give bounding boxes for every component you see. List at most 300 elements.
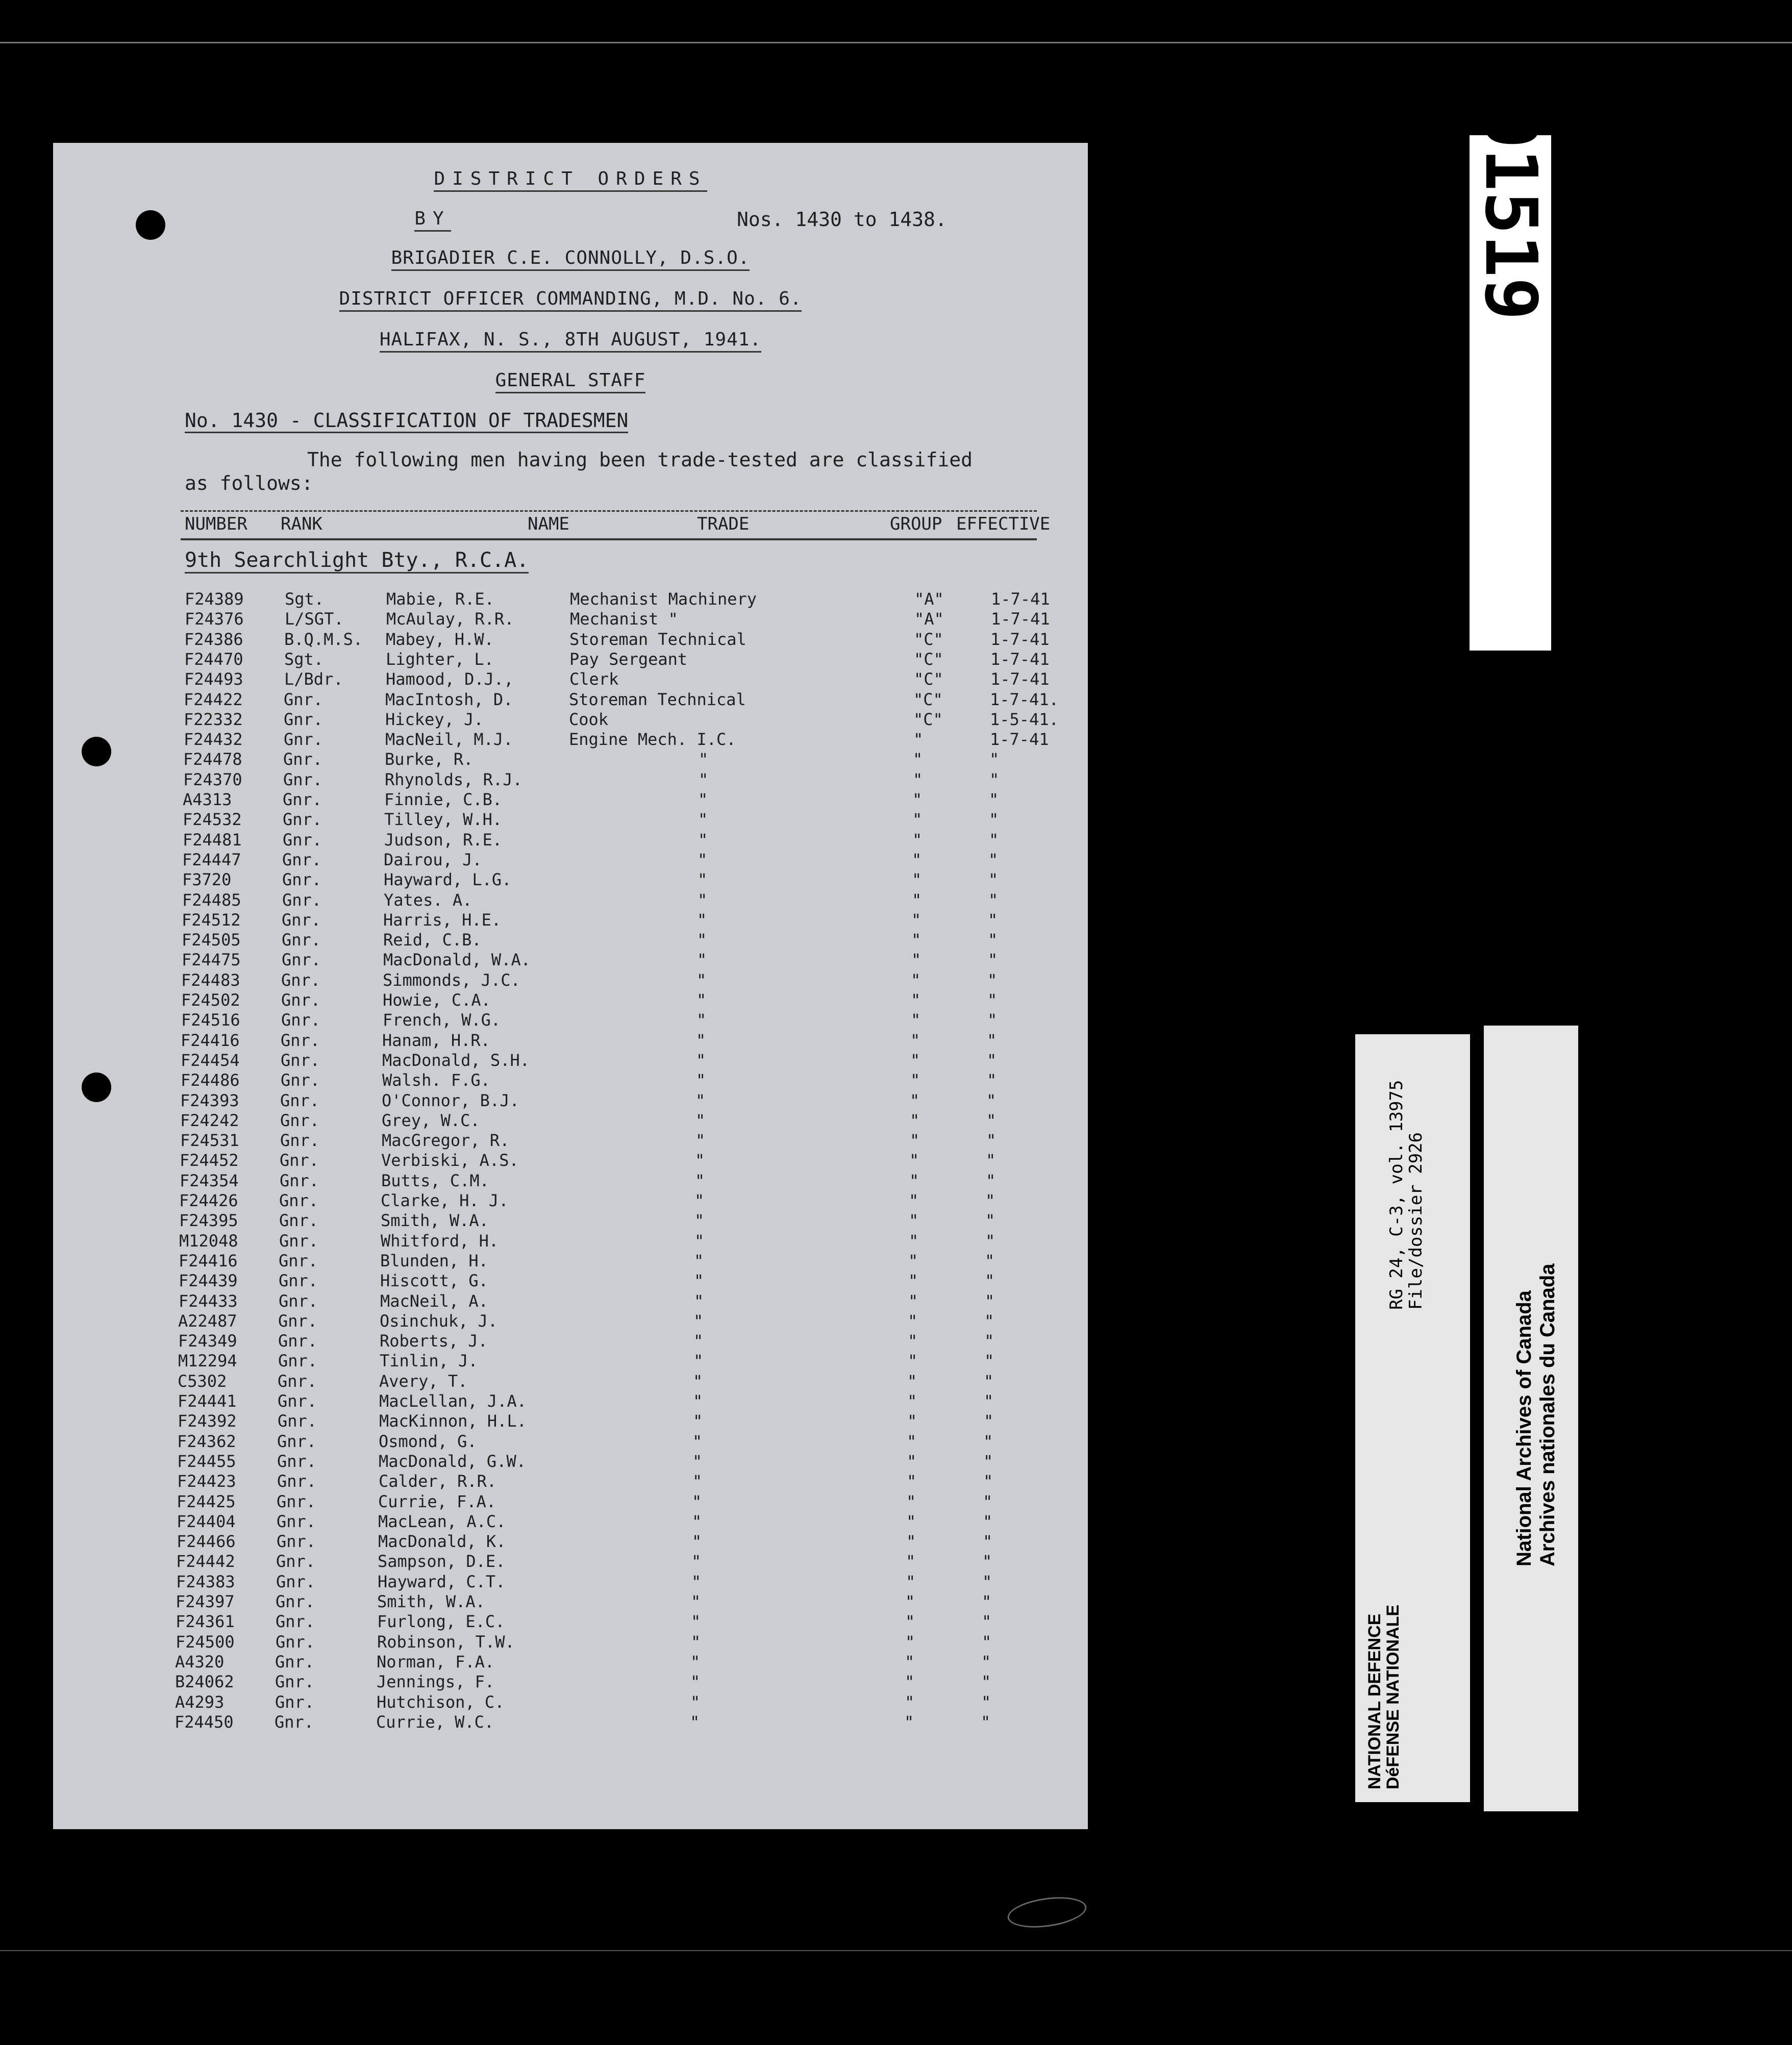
row-number: F24532 — [183, 810, 242, 830]
row-name: Robinson, T.W. — [377, 1632, 515, 1652]
table-row — [181, 1051, 1058, 1070]
row-number: F24450 — [175, 1712, 234, 1732]
row-effective: " — [988, 890, 999, 910]
row-name: Norman, F.A. — [377, 1652, 495, 1672]
row-group: " — [909, 1170, 919, 1190]
row-effective: " — [989, 810, 999, 830]
row-name: Osinchuk, J. — [380, 1311, 498, 1331]
row-group: " — [906, 1572, 916, 1591]
row-effective: " — [983, 1532, 993, 1552]
row-number: F24500 — [176, 1632, 235, 1652]
row-rank: Gnr. — [282, 950, 321, 970]
row-effective: " — [987, 1030, 997, 1050]
row-number: F24361 — [176, 1612, 235, 1632]
row-trade: " — [691, 1632, 701, 1652]
row-rank: Gnr. — [278, 1371, 317, 1391]
row-number: F24383 — [176, 1572, 235, 1591]
row-group: " — [909, 1151, 919, 1170]
row-effective: " — [987, 1010, 998, 1030]
row-group: " — [910, 1110, 920, 1130]
row-effective: " — [981, 1652, 991, 1672]
row-group: " — [910, 1090, 920, 1110]
row-trade: " — [698, 810, 708, 830]
row-rank: Gnr. — [282, 850, 322, 869]
row-trade: " — [691, 1552, 702, 1572]
table-row — [178, 1411, 1055, 1431]
national-defence-label — [1355, 1034, 1470, 1802]
row-effective: " — [983, 1451, 993, 1471]
table-row — [184, 650, 1062, 669]
row-number: M12294 — [178, 1351, 237, 1371]
row-rank: Gnr. — [281, 1030, 320, 1050]
column-header-rank: RANK — [281, 514, 322, 534]
row-group: " — [912, 790, 923, 809]
row-effective: " — [984, 1351, 994, 1371]
row-group: " — [913, 750, 923, 769]
table-row — [178, 1311, 1056, 1331]
row-effective: " — [986, 1090, 997, 1110]
row-name: Smith, W.A. — [381, 1211, 489, 1231]
row-trade: Mechanist Machinery — [570, 589, 757, 609]
unit-heading: 9th Searchlight Bty., R.C.A. — [185, 548, 529, 573]
row-rank: Gnr. — [275, 1652, 315, 1672]
row-number: F24433 — [179, 1291, 238, 1311]
row-effective: " — [982, 1632, 992, 1652]
row-group: " — [906, 1511, 916, 1531]
row-rank: L/Bdr. — [284, 669, 343, 689]
row-trade: " — [690, 1692, 701, 1712]
row-name: Hiscott, G. — [380, 1271, 488, 1291]
row-trade: " — [695, 1110, 706, 1130]
row-trade: " — [690, 1652, 701, 1672]
row-trade: " — [690, 1672, 701, 1692]
row-name: Sampson, D.E. — [378, 1552, 506, 1572]
row-name: Mabey, H.W. — [386, 629, 494, 649]
commanding-officer: BRIGADIER C.E. CONNOLLY, D.S.O. — [53, 247, 1088, 268]
row-trade: " — [691, 1612, 701, 1632]
row-name: Howie, C.A. — [383, 990, 491, 1010]
row-group: " — [908, 1351, 918, 1371]
table-row — [180, 1111, 1058, 1131]
row-group: "C" — [913, 689, 943, 709]
row-name: Mabie, R.E. — [386, 589, 494, 609]
row-group: "C" — [914, 649, 943, 669]
label-defence-line-1: NATIONAL DEFENCE — [1365, 1613, 1384, 1789]
row-rank: Gnr. — [277, 1491, 316, 1511]
label-defence-line-3: RG 24, C-3, vol. 13975 — [1386, 1080, 1407, 1310]
national-archives-label — [1484, 1026, 1578, 1811]
row-number: F24425 — [177, 1491, 236, 1511]
row-trade: " — [690, 1712, 700, 1732]
row-effective: " — [982, 1592, 992, 1611]
row-effective: " — [988, 930, 998, 950]
table-row — [182, 850, 1060, 870]
row-group: " — [910, 1131, 920, 1151]
row-trade: " — [694, 1231, 705, 1251]
row-group: "A" — [914, 589, 944, 609]
row-number: F24470 — [184, 649, 243, 669]
row-effective: " — [989, 790, 999, 809]
row-group: " — [908, 1271, 918, 1291]
row-trade: " — [691, 1592, 701, 1611]
table-row — [183, 790, 1060, 810]
row-trade: " — [696, 1030, 706, 1050]
row-group: " — [912, 890, 922, 910]
table-row — [176, 1592, 1053, 1612]
row-name: Whitford, H. — [381, 1231, 499, 1251]
row-group: " — [913, 769, 923, 789]
row-trade: " — [698, 850, 708, 869]
table-row — [184, 630, 1062, 650]
row-effective: " — [989, 769, 1000, 789]
place-date: HALIFAX, N. S., 8TH AUGUST, 1941. — [53, 329, 1088, 350]
row-name: Verbiski, A.S. — [381, 1151, 519, 1170]
row-rank: Gnr. — [283, 769, 323, 789]
row-number: F24485 — [182, 890, 241, 910]
row-trade: " — [695, 1151, 705, 1170]
row-name: Hamood, D.J., — [386, 669, 514, 689]
row-name: Calder, R.R. — [379, 1472, 497, 1491]
row-rank: Gnr. — [280, 1090, 320, 1110]
row-rank: Gnr. — [279, 1231, 319, 1251]
row-number: F24447 — [182, 850, 241, 869]
row-group: " — [909, 1231, 919, 1251]
table-row — [180, 1171, 1057, 1191]
row-rank: Sgt. — [285, 589, 325, 609]
row-effective: " — [983, 1431, 993, 1451]
row-trade: " — [693, 1371, 703, 1391]
row-rank: Gnr. — [275, 1712, 314, 1732]
column-header-number: NUMBER — [185, 514, 247, 534]
row-group: "C" — [914, 629, 943, 649]
row-effective: 1-5-41. — [990, 709, 1059, 729]
table-row — [182, 870, 1060, 890]
row-group: " — [912, 870, 922, 890]
row-name: MacDonald, W.A. — [383, 950, 531, 970]
row-number: F24454 — [181, 1050, 240, 1070]
row-trade: " — [695, 1131, 706, 1151]
row-name: MacIntosh, D. — [385, 689, 513, 709]
row-number: F24512 — [182, 910, 241, 930]
row-effective: " — [989, 830, 999, 850]
row-trade: " — [696, 1070, 706, 1090]
row-trade: Cook — [569, 709, 609, 729]
row-number: F24439 — [179, 1271, 238, 1291]
row-effective: 1-7-41 — [991, 609, 1050, 629]
row-rank: Gnr. — [279, 1211, 319, 1231]
row-effective: " — [988, 950, 998, 970]
column-header-name: NAME — [528, 514, 569, 534]
row-group: " — [911, 970, 921, 990]
row-trade: " — [698, 790, 708, 809]
row-number: F24422 — [184, 689, 243, 709]
row-number: F24442 — [176, 1552, 235, 1572]
row-group: " — [906, 1491, 916, 1511]
table-row — [180, 1151, 1057, 1170]
row-group: " — [911, 1010, 921, 1030]
row-group: " — [906, 1532, 916, 1552]
row-trade: " — [696, 1010, 707, 1030]
table-row — [183, 810, 1060, 830]
row-number: F24486 — [181, 1070, 240, 1090]
table-row — [181, 1010, 1059, 1030]
table-row — [179, 1191, 1057, 1211]
row-number: F24389 — [185, 589, 244, 609]
row-rank: Gnr. — [284, 689, 323, 709]
row-name: Hutchison, C. — [377, 1692, 505, 1712]
row-name: MacNeil, A. — [380, 1291, 488, 1311]
row-group: " — [911, 950, 922, 970]
row-trade: " — [696, 990, 707, 1010]
row-rank: Gnr. — [278, 1351, 318, 1371]
table-row — [181, 1031, 1058, 1051]
row-group: " — [912, 830, 923, 850]
table-row — [177, 1432, 1055, 1452]
row-number: M12048 — [179, 1231, 238, 1251]
row-effective: 1-7-41 — [990, 629, 1050, 649]
table-row — [176, 1612, 1053, 1632]
row-name: Tilley, W.H. — [384, 810, 503, 830]
row-trade: " — [692, 1511, 702, 1531]
row-trade: " — [697, 910, 707, 930]
row-rank: Gnr. — [277, 1511, 316, 1531]
table-row — [178, 1391, 1055, 1411]
table-row — [183, 750, 1061, 769]
row-rank: Gnr. — [276, 1632, 315, 1652]
intro-paragraph — [185, 448, 1052, 495]
row-name: Clarke, H. J. — [381, 1191, 509, 1210]
document-by: BY — [0, 208, 950, 229]
row-trade: " — [691, 1572, 702, 1591]
row-trade: Engine Mech. I.C. — [569, 730, 736, 750]
row-name: McAulay, R.R. — [386, 609, 514, 629]
row-name: Lighter, L. — [386, 649, 494, 669]
punch-hole-middle — [82, 737, 111, 766]
document-title: DISTRICT ORDERS — [53, 168, 1088, 189]
row-rank: Gnr. — [276, 1592, 315, 1611]
row-group: "C" — [914, 669, 943, 689]
row-effective: " — [988, 850, 999, 869]
ink-stamp — [1006, 1892, 1088, 1932]
row-trade: " — [697, 930, 707, 950]
row-effective: " — [981, 1672, 991, 1692]
row-group: "A" — [914, 609, 944, 629]
row-trade: " — [692, 1532, 702, 1552]
label-defence-line-4: File/dossier 2926 — [1406, 1132, 1426, 1310]
row-number: F24395 — [179, 1211, 238, 1231]
row-trade: " — [694, 1191, 705, 1210]
row-effective: " — [985, 1291, 995, 1311]
row-name: MacDonald, S.H. — [382, 1050, 530, 1070]
row-group: " — [906, 1552, 916, 1572]
row-rank: Gnr. — [278, 1411, 317, 1431]
row-group: " — [911, 910, 922, 930]
row-number: F24481 — [183, 830, 242, 850]
row-group: " — [912, 850, 922, 869]
row-effective: " — [985, 1271, 995, 1291]
table-row — [179, 1271, 1056, 1291]
table-row — [176, 1632, 1053, 1652]
table-row — [183, 770, 1061, 790]
table-row — [180, 1091, 1058, 1111]
row-rank: Gnr. — [283, 830, 322, 850]
row-name: Osmond, G. — [379, 1431, 477, 1451]
row-rank: Gnr. — [276, 1552, 316, 1572]
section-heading: GENERAL STAFF — [53, 370, 1088, 391]
row-number: F24386 — [184, 629, 243, 649]
row-trade: " — [692, 1451, 703, 1471]
row-number: F24493 — [184, 669, 243, 689]
row-effective: " — [987, 990, 998, 1010]
row-group: " — [908, 1291, 918, 1311]
row-group: " — [904, 1712, 914, 1732]
column-header-trade: TRADE — [697, 514, 750, 534]
row-rank: Gnr. — [278, 1391, 317, 1411]
row-effective: " — [984, 1411, 994, 1431]
row-trade: " — [692, 1472, 703, 1491]
table-row — [180, 1131, 1058, 1151]
label-archives-line-2: Archives nationales du Canada — [1536, 1263, 1559, 1566]
row-name: MacKinnon, H.L. — [379, 1411, 527, 1431]
row-effective: " — [985, 1251, 995, 1270]
row-effective: " — [988, 910, 998, 930]
row-number: F24392 — [178, 1411, 237, 1431]
row-rank: Gnr. — [279, 1291, 318, 1311]
row-rank: Gnr. — [276, 1612, 315, 1632]
row-name: Tinlin, J. — [380, 1351, 478, 1371]
row-group: " — [907, 1431, 917, 1451]
row-effective: " — [981, 1692, 991, 1712]
column-header-effective: EFFECTIVE — [956, 514, 1051, 534]
row-rank: Gnr. — [282, 890, 322, 910]
row-name: Hickey, J. — [385, 709, 484, 729]
row-rank: Gnr. — [279, 1191, 319, 1210]
row-name: Walsh. F.G. — [382, 1070, 490, 1090]
label-defence-line-2: DéFENSE NATIONALE — [1383, 1604, 1403, 1789]
row-name: French, W.G. — [383, 1010, 501, 1030]
row-rank: Gnr. — [278, 1331, 318, 1351]
row-effective: " — [986, 1110, 997, 1130]
row-effective: " — [986, 1131, 997, 1151]
table-row — [175, 1672, 1053, 1692]
film-top-rule — [0, 42, 1792, 43]
row-number: F22332 — [184, 709, 243, 729]
row-number: F24349 — [178, 1331, 237, 1351]
table-row — [184, 710, 1061, 730]
table-row — [175, 1692, 1053, 1712]
row-trade: " — [698, 870, 708, 890]
row-number: F24416 — [181, 1030, 240, 1050]
row-trade: " — [698, 890, 708, 910]
row-rank: Gnr. — [281, 1010, 321, 1030]
row-effective: 1-7-41 — [990, 730, 1049, 750]
row-effective: 1-7-41 — [990, 669, 1050, 689]
row-number: F24441 — [178, 1391, 237, 1411]
row-number: F24432 — [184, 730, 243, 750]
table-row — [182, 910, 1059, 930]
row-name: Butts, C.M. — [381, 1170, 489, 1190]
row-trade: Storeman Technical — [569, 629, 746, 649]
row-number: A4313 — [183, 790, 232, 809]
row-name: Simmonds, J.C. — [383, 970, 520, 990]
row-trade: " — [695, 1170, 705, 1190]
row-trade: " — [693, 1351, 704, 1371]
row-rank: B.Q.M.S. — [284, 629, 363, 649]
table-row — [176, 1572, 1054, 1592]
table-row — [178, 1371, 1055, 1391]
row-number: A4320 — [175, 1652, 225, 1672]
intro-line-1: The following men having been trade-tested are classified — [307, 448, 973, 471]
row-number: F24370 — [183, 769, 242, 789]
table-row — [179, 1291, 1056, 1311]
row-effective: " — [982, 1612, 992, 1632]
row-rank: Gnr. — [283, 750, 323, 769]
row-group: " — [908, 1251, 918, 1270]
table-row — [184, 730, 1061, 750]
row-effective: " — [985, 1191, 995, 1210]
frame-number-strip — [1469, 62, 1553, 651]
row-trade: " — [693, 1311, 704, 1331]
row-name: Rhynolds, R.J. — [385, 769, 522, 789]
row-effective: " — [984, 1391, 994, 1411]
table-row — [182, 930, 1059, 950]
row-group: " — [908, 1331, 918, 1351]
row-rank: Gnr. — [277, 1451, 317, 1471]
row-group: " — [912, 810, 923, 830]
column-header-row — [181, 510, 1051, 540]
table-row — [175, 1712, 1052, 1732]
row-name: Harris, H.E. — [383, 910, 502, 930]
row-rank: Gnr. — [280, 1151, 319, 1170]
row-number: F3720 — [182, 870, 232, 890]
row-rank: Gnr. — [279, 1251, 318, 1270]
row-effective: " — [983, 1491, 993, 1511]
table-row — [176, 1552, 1054, 1572]
row-name: Reid, C.B. — [383, 930, 482, 950]
row-trade: " — [696, 1050, 706, 1070]
row-trade: " — [693, 1331, 704, 1351]
row-effective: " — [985, 1231, 995, 1251]
row-rank: Gnr. — [275, 1692, 315, 1712]
table-row — [177, 1452, 1055, 1472]
row-name: Hanam, H.R. — [382, 1030, 490, 1050]
row-rank: L/SGT. — [285, 609, 344, 629]
row-name: Dairou, J. — [384, 850, 482, 869]
table-row — [177, 1472, 1055, 1491]
row-effective: " — [982, 1572, 992, 1591]
row-rank: Gnr. — [275, 1672, 315, 1692]
row-trade: Pay Sergeant — [569, 649, 688, 669]
row-trade: Clerk — [569, 669, 619, 689]
row-group: " — [905, 1632, 915, 1652]
row-group: " — [913, 730, 924, 750]
row-name: Avery, T. — [379, 1371, 468, 1391]
row-rank: Gnr. — [276, 1572, 316, 1591]
row-name: MacLellan, J.A. — [379, 1391, 527, 1411]
table-row — [182, 950, 1059, 970]
row-trade: " — [694, 1291, 704, 1311]
row-name: MacDonald, K. — [378, 1532, 506, 1552]
row-trade: " — [694, 1251, 704, 1270]
row-effective: " — [981, 1712, 991, 1732]
frame-digit: 001519 — [1469, 62, 1553, 320]
row-number: F24362 — [177, 1431, 236, 1451]
table-row — [178, 1331, 1056, 1351]
table-row — [184, 669, 1062, 689]
row-number: F24354 — [180, 1170, 239, 1190]
row-number: F24426 — [179, 1191, 238, 1210]
row-number: F24376 — [185, 609, 244, 629]
